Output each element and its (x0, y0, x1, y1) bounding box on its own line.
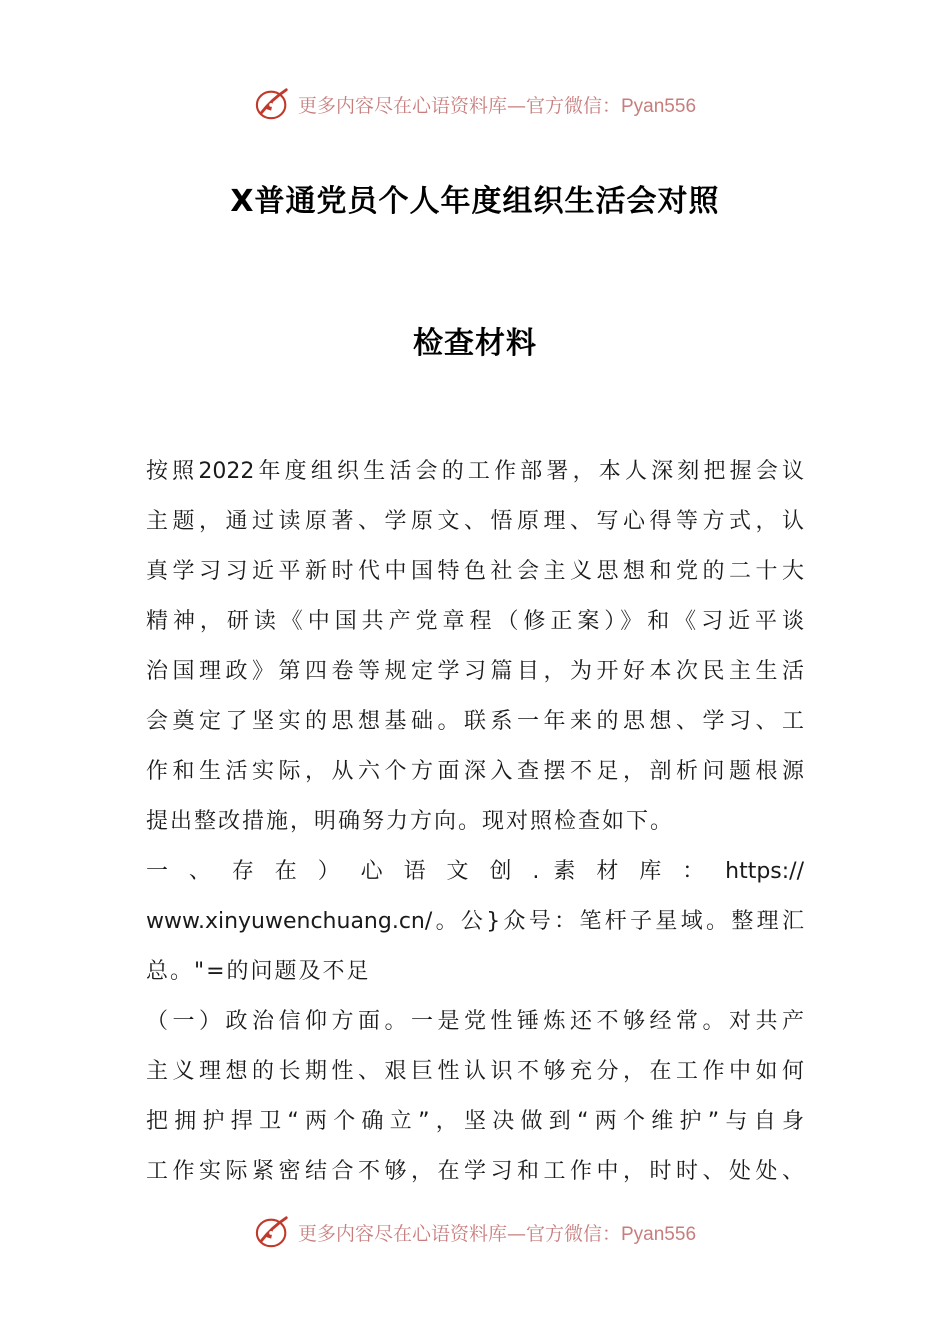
watermark-wechat-id: Pyan556 (621, 1223, 697, 1245)
body-line: 真学习习近平新时代中国特色社会主义思想和党的二十大 (146, 559, 804, 584)
body-line: 提出整改措施，明确努力方向。现对照检查如下。 (146, 809, 675, 834)
body-line: 按照2022年度组织生活会的工作部署，本人深刻把握会议 (146, 459, 804, 484)
body-line: 作和生活实际，从六个方面深入查摆不足，剖析问题根源 (146, 759, 804, 784)
watermark-footer (0, 1212, 950, 1252)
body-line: 精神，研读《中国共产党章程（修正案）》和《习近平谈 (146, 609, 804, 634)
body-line: 一 、 存 在 ） 心 语 文 创 . 素 材 库 ： https:// (146, 859, 804, 884)
body-line: 会奠定了坚实的思想基础。联系一年来的思想、学习、工 (146, 709, 804, 734)
body-line: 把拥护捍卫“两个确立”，坚决做到“两个维护”与自身 (146, 1109, 804, 1134)
watermark-text: 更多内容尽在心语资料库—官方微信：Pyan556 (297, 1222, 697, 1245)
body-line: （一）政治信仰方面。一是党性锤炼还不够经常。对共产 (146, 1009, 804, 1034)
document-body (146, 447, 804, 1197)
body-line: 主义理想的长期性、艰巨性认识不够充分，在工作中如何 (146, 1059, 804, 1084)
document-title-line1: X普通党员个人年度组织生活会对照 (230, 184, 720, 219)
body-line: 治国理政》第四卷等规定学习篇目，为开好本次民主生活 (146, 659, 804, 684)
body-line: www.xinyuwenchuang.cn/。公}众号：笔杆子星域。整理汇 (146, 909, 804, 934)
watermark-text: 更多内容尽在心语资料库—官方微信：Pyan556 (297, 94, 697, 117)
watermark-header (0, 84, 950, 124)
document-title-line2: 检查材料 (413, 326, 537, 361)
body-line: 工作实际紧密结合不够，在学习和工作中，时时、处处、 (146, 1159, 804, 1184)
body-line: 总。"=的问题及不足 (146, 959, 371, 984)
pen-logo-icon (254, 1214, 292, 1250)
pen-logo-icon (254, 86, 292, 122)
watermark-wechat-id: Pyan556 (621, 95, 697, 117)
body-line: 主题，通过读原著、学原文、悟原理、写心得等方式，认 (146, 509, 804, 534)
